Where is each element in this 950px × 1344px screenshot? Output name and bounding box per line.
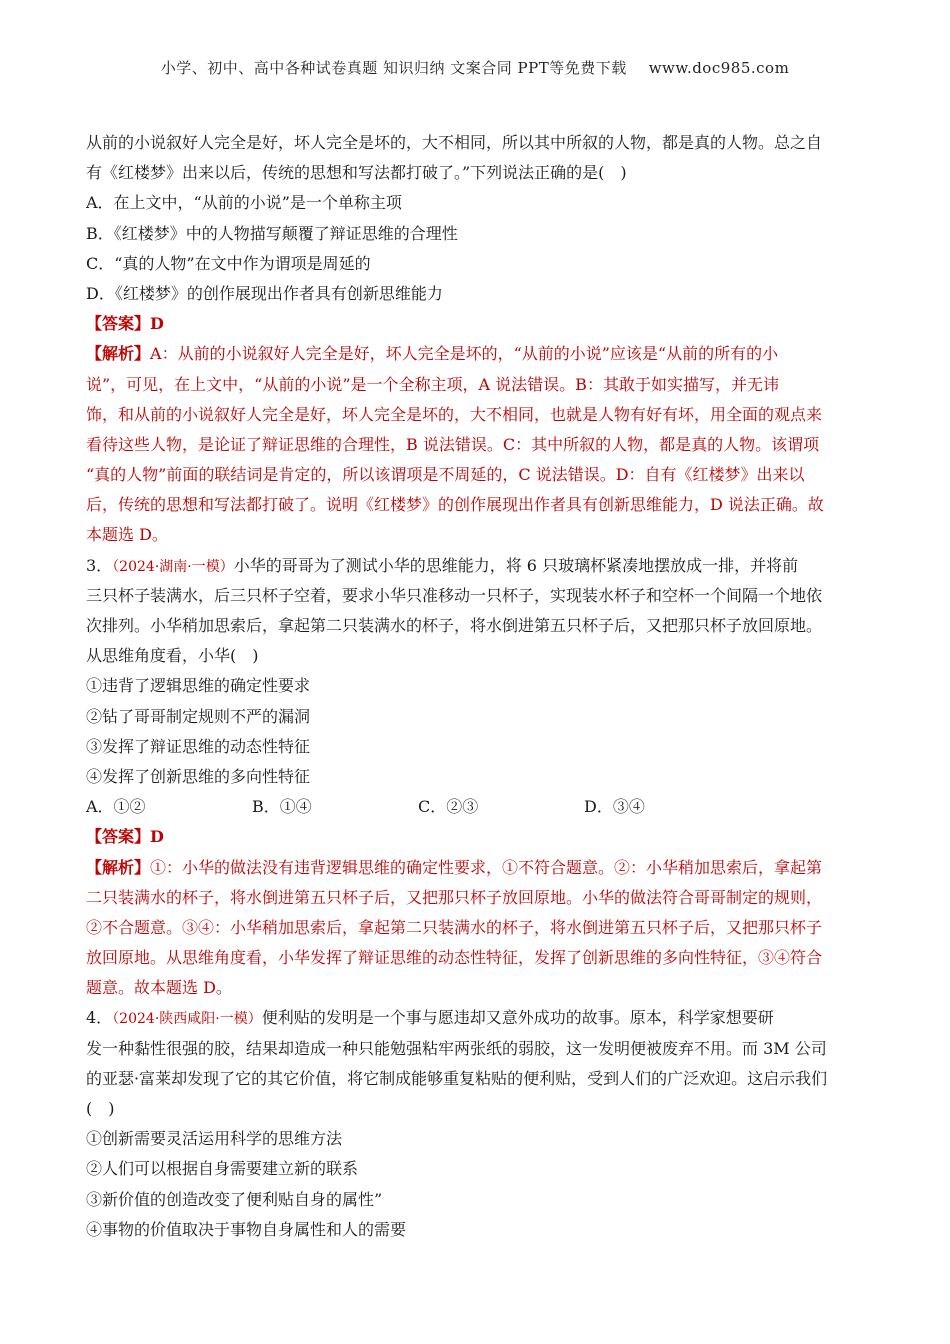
q3-analysis-line: 【解析】①：小华的做法没有违背逻辑思维的确定性要求，①不符合题意。②：小华稍加思索后，拿起第: [86, 857, 823, 877]
q2-analysis-line: 后，传统的思想和写法都打破了。说明《红楼梦》的创作展现出作者具有创新思维能力，D 说法正确。故: [86, 495, 824, 515]
q3-analysis-line: 题意。故本题选 D。: [86, 978, 232, 998]
page-header: [0, 57, 950, 78]
q4-statement-3: ③新价值的创造改变了便利贴自身的属性”: [86, 1189, 383, 1209]
q2-analysis-line: 说”，可见，在上文中，“从前的小说”是一个全称主项，A 说法错误。B：其敢于如实描写，并无讳: [86, 374, 779, 394]
q3-choice-c: C．②③: [418, 797, 479, 817]
q4-stem-line: ( ): [86, 1099, 115, 1118]
q2-option-a: A．在上文中，“从前的小说”是一个单称主项: [86, 193, 402, 213]
q3-choice-d: D．③④: [584, 797, 645, 817]
q3-analysis-line: 二只装满水的杯子，将水倒进第五只杯子后，又把那只杯子放回原地。小华的做法符合哥哥制定的规则，: [86, 887, 823, 907]
q2-stem-line: 有《红楼梦》出来以后，传统的思想和写法都打破了。”下列说法正确的是( ): [86, 163, 627, 183]
q4-stem-line: 发一种黏性很强的胶，结果却造成一种只能勉强粘牢两张纸的弱胶，这一发明便被废弃不用。而 3M 公司: [86, 1038, 827, 1058]
q2-analysis-line: 看待这些人物，是论证了辩证思维的合理性，B 说法错误。C：其中所叙的人物，都是真的人物。该谓项: [86, 434, 820, 454]
q2-analysis-line: 本题选 D。: [86, 525, 168, 545]
q4-stem-line: 4．（2024·陕西咸阳·一模）便利贴的发明是一个事与愿违却又意外成功的故事。原本，科学家想要研: [86, 1008, 774, 1028]
q2-option-d: D．《红楼梦》的创作展现出作者具有创新思维能力: [86, 283, 443, 303]
q3-statement-3: ③发挥了辩证思维的动态性特征: [86, 736, 311, 756]
question-2: [86, 128, 866, 551]
header-site-link[interactable]: www.doc985.com: [648, 59, 790, 77]
q3-stem-line: 次排列。小华稍加思索后，拿起第二只装满水的杯子，将水倒进第五只杯子后，又把那只杯子放回原地。: [86, 616, 823, 635]
q2-option-c: C．“真的人物”在文中作为谓项是周延的: [86, 253, 371, 273]
q3-stem-line: 从思维角度看，小华( ): [86, 646, 259, 666]
document-body: [86, 128, 866, 1245]
q2-analysis-line: 【解析】A：从前的小说叙好人完全是好，坏人完全是坏的，“从前的小说”应该是“从前的所有的小: [86, 344, 779, 364]
q2-analysis-line: “真的人物”前面的联结词是肯定的，所以该谓项是不周延的，C 说法错误。D：自有《红楼梦》出来以: [86, 465, 805, 485]
q4-statement-2: ②人们可以根据自身需要建立新的联系: [86, 1159, 359, 1179]
q3-statement-2: ②钻了哥哥制定规则不严的漏洞: [86, 706, 311, 726]
q2-analysis-line: 饰，和从前的小说叙好人完全是好，坏人完全是坏的，大不相同，也就是人物有好有坏，用全面的观点来: [86, 404, 823, 424]
q4-statement-4: ④事物的价值取决于事物自身属性和人的需要: [86, 1219, 407, 1239]
q3-stem-line: 三只杯子装满水，后三只杯子空着，要求小华只准移动一只杯子，实现装水杯子和空杯一个间隔一个地依: [86, 585, 823, 605]
q4-statement-1: ①创新需要灵活运用科学的思维方法: [86, 1129, 343, 1149]
q3-stem-line: 3．（2024·湖南·一模）小华的哥哥为了测试小华的思维能力，将 6 只玻璃杯紧凑地摆放成一排，并将前: [86, 555, 799, 575]
q3-analysis-label: 【解析】: [86, 857, 151, 877]
q3-statement-1: ①违背了逻辑思维的确定性要求: [86, 676, 311, 696]
header-text: 小学、初中、高中各种试卷真题 知识归纳 文案合同 PPT等免费下载: [160, 59, 627, 77]
q4-stem-line: 的亚瑟·富莱却发现了它的其它价值，将它制成能够重复粘贴的便利贴，受到人们的广泛欢迎。这启示我们: [86, 1068, 828, 1088]
q3-analysis-line: 放回原地。从思维角度看，小华发挥了辩证思维的动态性特征，发挥了创新思维的多向性特征，③④符合: [86, 948, 823, 968]
q3-statement-4: ④发挥了创新思维的多向性特征: [86, 766, 311, 786]
q2-option-b: B．《红楼梦》中的人物描写颠覆了辩证思维的合理性: [86, 223, 458, 243]
q3-number: 3．: [86, 555, 113, 575]
q3-choice-b: B．①④: [252, 797, 312, 817]
q2-stem-line: 从前的小说叙好人完全是好，坏人完全是坏的，大不相同，所以其中所叙的人物，都是真的人物。总之自: [86, 133, 823, 152]
question-4: [86, 1003, 866, 1245]
q3-choices: [86, 792, 866, 822]
q3-choice-a: A．①②: [86, 797, 146, 817]
q3-analysis-line: ②不合题意。③④：小华稍加思索后，拿起第二只装满水的杯子，将水倒进第五只杯子后，又把那只杯子: [86, 917, 823, 937]
q4-source: （2024·陕西咸阳·一模）: [112, 1011, 262, 1028]
q4-number: 4．: [86, 1008, 113, 1028]
q3-answer: 【答案】D: [86, 827, 164, 847]
q2-analysis-label: 【解析】: [86, 344, 151, 364]
q2-answer: 【答案】D: [86, 314, 164, 334]
question-3: [86, 551, 866, 1004]
q3-source: （2024·湖南·一模）: [112, 558, 234, 575]
